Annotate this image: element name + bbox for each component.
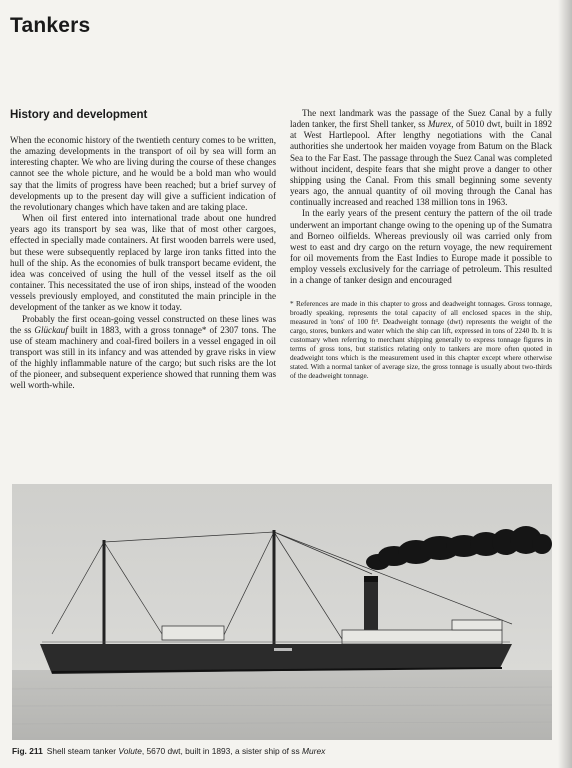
page-edge-shadow [558,0,572,768]
text-run: built in 1883, with a gross tonnage* of 2307 tons. The use of steam machinery and coal-fired boilers in a vessel engaged in oil transport was still in its infancy and was attended by grave risks in view of the highly inflammable nature of the cargo; but such risks are the lot of the pioneer, and subsequent experience showed that running them was well worth-while. [10,324,277,391]
ship-photo [12,484,552,740]
paragraph [290,108,552,208]
paragraph: When oil first entered into international trade about one hundred years ago its transport by sea was, like that of most other cargoes, effected in specially made containers. At first wooden barrels were used, but these were subsequently replaced by large iron tanks fitted into the hull of the ship. As the economies of bulk transport became evident, the idea was conceived of using the hull of the vessel itself as the oil container. This necessitated the use of iron ships, instead of the wooden vessels previously employed, and constituted the main principle in the development of the tanker as we know it today. [10,213,276,313]
figure-caption [12,746,557,756]
mainmast [273,530,276,648]
caption-text: , 5670 dwt, built in 1893, a sister ship of ss [141,746,303,756]
ship-illustration [12,484,552,740]
funnel [364,576,378,636]
caption-text: Shell steam tanker [46,746,119,756]
paragraph: When the economic history of the twentieth century comes to be written, the amazing developments in the transport of oil by sea will form an interesting chapter. We who are living during the course of these changes cannot see the whole picture, and he would be a bold man who would say that the limits of progress have been reached; but a brief survey of developments up to the present day will give a sufficient indication of the revolutionary changes which have taken and are taking place. [10,135,276,212]
page-title: Tankers [10,14,91,37]
left-column [10,108,276,392]
ship-name: Volute [118,746,142,756]
paragraph [10,314,276,392]
section-heading: History and development [10,109,148,121]
ship-name: Murex [302,746,326,756]
ship-name: Glückauf [34,324,68,335]
right-column [290,108,552,381]
text-run: , of 5010 dwt, built in 1892 at West Hartlepool. After lengthy negotiations with the Canal authorities she undertook her maiden voyage from Batum on the Black Sea to the Far East. The passage through the Suez Canal was completed without incident, despite fears that she might prove a danger to other shipping using the Canal. From this small beginning some seventy years ago, the annual quantity of oil moving through the Canal has continually increased and reached 138 million tons in 1963. [290,119,552,208]
ship-name: Murex [427,119,452,130]
paragraph: In the early years of the present century the pattern of the oil trade underwent an important change owing to the opening up of the Sumatra and Borneo oilfields. Whereas previously oil was carried only from west to east and dry cargo on the return voyage, the new requirement for oil movements from the East Indies to Europe made it possible to employ vessels exclusively for the carriage of petroleum. This resulted in a change of tanker design and encouraged [290,208,552,286]
hull-nameplate [274,648,292,651]
text-run: The next landmark was the passage of the Suez Canal by a fully laden tanker, the first Shell tanker, ss [290,108,552,130]
figure-label: Fig. 211 [12,746,43,756]
text-run: Probably the first ocean-going vessel constructed on these lines was the ss [10,313,276,335]
funnel-band [364,576,378,582]
foremast [103,540,106,646]
footnote: * References are made in this chapter to gross and deadweight tonnages. Gross tonnage, broadly speaking, represents the total capacity of all enclosed spaces in the ship, measured in 'tons' of 100 ft³. Deadweight tonnage (dwt) represents the weight of the cargo, stores, bunkers and water which the ship can lift, expressed in tons of 2240 lb. It is customary when referring to merchant shipping generally to express tonnage figures in terms of gross tons, but statistics relating only to tankers are more often quoted in deadweight tons which is the measurement used in this chapter except where otherwise stated. With a normal tanker of average size, the gross tonnage is usually about two-thirds of the deadweight tonnage. [290,299,552,381]
